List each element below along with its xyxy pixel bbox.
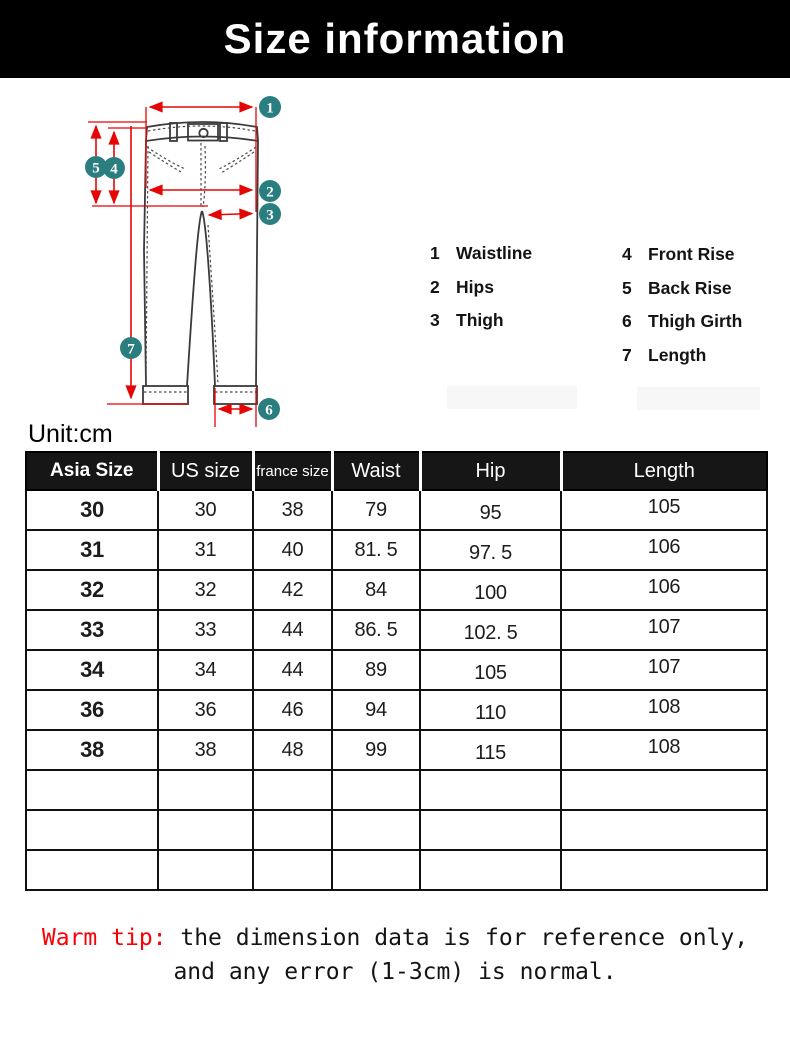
- table-cell: 97. 5: [420, 530, 561, 570]
- badge-6: [258, 398, 280, 420]
- table-cell: 108: [561, 730, 767, 770]
- table-cell: [158, 850, 253, 890]
- warm-tip-label: Warm tip:: [41, 925, 167, 951]
- column-header-waist: Waist: [332, 452, 420, 490]
- legend-number: 4: [622, 244, 632, 265]
- table-cell: 99: [332, 730, 420, 770]
- table-cell: 36: [158, 690, 253, 730]
- legend-number: 1: [430, 243, 440, 264]
- table-cell: 44: [253, 610, 332, 650]
- table-cell: 38: [158, 730, 253, 770]
- legend-label: Front Rise: [648, 244, 735, 265]
- table-row: [26, 770, 767, 810]
- watermark-block: [447, 386, 577, 409]
- table-cell: 42: [253, 570, 332, 610]
- table-cell: [332, 850, 420, 890]
- column-header-length: Length: [561, 452, 767, 490]
- legend-number: 2: [430, 276, 440, 297]
- table-cell: 105: [420, 650, 561, 690]
- warm-tip: [0, 921, 790, 989]
- badge-1: [259, 96, 281, 118]
- table-row: [26, 490, 767, 530]
- table-cell: 30: [26, 490, 158, 530]
- table-cell: 32: [26, 570, 158, 610]
- table-cell: [253, 850, 332, 890]
- table-cell: [420, 850, 561, 890]
- table-cell: [26, 810, 158, 850]
- table-cell: 110: [420, 690, 561, 730]
- svg-text:7: 7: [127, 341, 135, 358]
- table-cell: 46: [253, 690, 332, 730]
- table-cell: 30: [158, 490, 253, 530]
- table-row: [26, 610, 767, 650]
- table-row: [26, 570, 767, 610]
- table-cell: [420, 770, 561, 810]
- legend-item-hips: [430, 271, 532, 305]
- measurement-arrows: [96, 107, 252, 409]
- table-cell: 86. 5: [332, 610, 420, 650]
- table-cell: [561, 770, 767, 810]
- column-header-asia-size: Asia Size: [26, 452, 158, 490]
- svg-text:5: 5: [92, 160, 100, 177]
- table-cell: 36: [26, 690, 158, 730]
- legend-item-back-rise: [622, 272, 742, 306]
- svg-text:4: 4: [110, 161, 118, 178]
- table-cell: 34: [158, 650, 253, 690]
- table-cell: [158, 770, 253, 810]
- table-cell: 95: [420, 490, 561, 530]
- table-cell: 44: [253, 650, 332, 690]
- legend-item-length: [622, 339, 742, 373]
- legend-item-front-rise: [622, 238, 742, 272]
- column-header-hip: Hip: [420, 452, 561, 490]
- size-table-body: [26, 490, 767, 890]
- table-cell: 107: [561, 610, 767, 650]
- legend-label: Waistline: [456, 243, 533, 264]
- table-cell: 100: [420, 570, 561, 610]
- svg-text:3: 3: [266, 207, 274, 224]
- legend-item-waistline: [430, 237, 532, 271]
- table-cell: 81. 5: [332, 530, 420, 570]
- table-row: [26, 650, 767, 690]
- page-title: Size information: [223, 15, 567, 62]
- table-cell: 31: [158, 530, 253, 570]
- badge-3: [259, 203, 281, 225]
- table-cell: 33: [26, 610, 158, 650]
- legend-label: Length: [648, 344, 707, 365]
- legend-left-column: [430, 237, 532, 338]
- column-header-us-size: US size: [158, 452, 253, 490]
- size-table: [25, 451, 768, 891]
- table-row: [26, 690, 767, 730]
- pants-measurement-diagram: [78, 85, 298, 435]
- legend-label: Hips: [456, 276, 494, 297]
- table-row: [26, 530, 767, 570]
- table-cell: [253, 770, 332, 810]
- size-table-header-row: [26, 452, 767, 490]
- badge-5: [85, 156, 107, 178]
- legend-label: Thigh Girth: [648, 311, 743, 332]
- table-cell: 115: [420, 730, 561, 770]
- table-cell: [253, 810, 332, 850]
- table-cell: [561, 850, 767, 890]
- table-cell: 106: [561, 530, 767, 570]
- column-header-france-size: france size: [253, 452, 332, 490]
- table-row: [26, 810, 767, 850]
- legend-right-column: [622, 238, 742, 372]
- table-cell: 38: [26, 730, 158, 770]
- svg-text:2: 2: [266, 184, 274, 201]
- legend-number: 7: [622, 344, 632, 365]
- legend-label: Thigh: [456, 310, 504, 331]
- legend-item-thigh-girth: [622, 305, 742, 339]
- table-cell: 33: [158, 610, 253, 650]
- table-cell: 94: [332, 690, 420, 730]
- table-cell: 108: [561, 690, 767, 730]
- svg-text:6: 6: [265, 402, 273, 419]
- table-cell: [420, 810, 561, 850]
- pants-stitching: [144, 126, 256, 392]
- table-cell: 84: [332, 570, 420, 610]
- table-cell: 79: [332, 490, 420, 530]
- table-cell: [332, 810, 420, 850]
- legend-label: Back Rise: [648, 277, 732, 298]
- table-cell: 102. 5: [420, 610, 561, 650]
- table-cell: [158, 810, 253, 850]
- svg-text:1: 1: [266, 100, 274, 117]
- table-cell: 38: [253, 490, 332, 530]
- table-cell: 34: [26, 650, 158, 690]
- table-cell: 31: [26, 530, 158, 570]
- badge-2: [259, 180, 281, 202]
- table-cell: 89: [332, 650, 420, 690]
- warm-tip-line1: [0, 921, 790, 955]
- table-row: [26, 850, 767, 890]
- legend-number: 5: [622, 277, 632, 298]
- warm-tip-text1: the dimension data is for reference only,: [166, 925, 749, 951]
- table-cell: 105: [561, 490, 767, 530]
- table-row: [26, 730, 767, 770]
- table-cell: 106: [561, 570, 767, 610]
- legend-number: 3: [430, 310, 440, 331]
- table-cell: [26, 850, 158, 890]
- legend-number: 6: [622, 311, 632, 332]
- table-cell: [561, 810, 767, 850]
- table-cell: 32: [158, 570, 253, 610]
- unit-label: Unit:cm: [28, 420, 113, 448]
- badge-7: [120, 337, 142, 359]
- warm-tip-line2: and any error (1-3cm) is normal.: [173, 959, 617, 985]
- table-cell: 40: [253, 530, 332, 570]
- table-cell: [332, 770, 420, 810]
- title-bar: [0, 0, 790, 78]
- watermark-block: [637, 387, 760, 410]
- table-cell: [26, 770, 158, 810]
- table-cell: 107: [561, 650, 767, 690]
- legend-item-thigh: [430, 304, 532, 338]
- table-cell: 48: [253, 730, 332, 770]
